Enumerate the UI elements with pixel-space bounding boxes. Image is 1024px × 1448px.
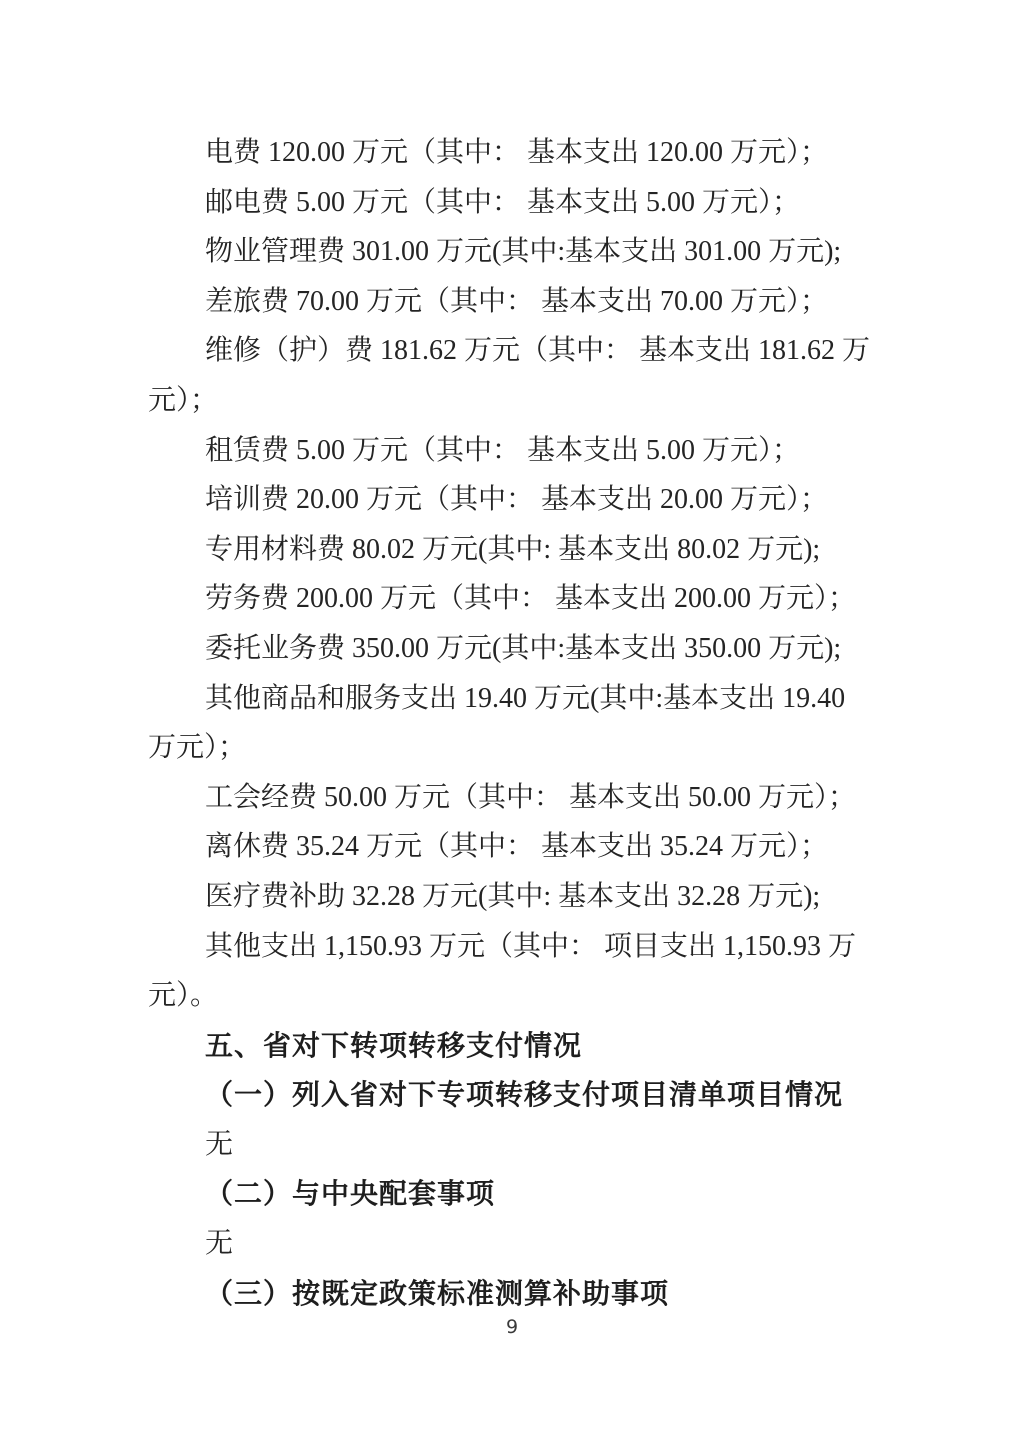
text-line: 培训费 20.00 万元（其中： 基本支出 20.00 万元）； [205,484,829,516]
text-line: 邮电费 5.00 万元（其中： 基本支出 5.00 万元）； [205,186,801,218]
text-line: 无 [205,1128,234,1160]
text-line: 医疗费补助 32.28 万元(其中: 基本支出 32.28 万元); [205,880,821,912]
text-block [148,128,892,1318]
page-number: 9 [505,1316,519,1338]
heading-line: （一）列入省对下专项转移支付项目清单项目情况 [205,1079,844,1111]
text-line: 工会经费 50.00 万元（其中： 基本支出 50.00 万元）； [205,781,857,813]
text-line: 委托业务费 350.00 万元(其中:基本支出 350.00 万元); [205,632,842,664]
text-line: 离休费 35.24 万元（其中： 基本支出 35.24 万元）； [205,831,829,863]
text-line: 元）。 [148,980,219,1012]
text-line: 差旅费 70.00 万元（其中： 基本支出 70.00 万元）； [205,285,829,317]
text-line: 物业管理费 301.00 万元(其中:基本支出 301.00 万元); [205,236,842,268]
heading-line: （三）按既定政策标准测算补助事项 [205,1277,670,1309]
heading-line: 五、省对下转项转移支付情况 [205,1029,583,1061]
text-line: 专用材料费 80.02 万元(其中: 基本支出 80.02 万元); [205,533,821,565]
text-line: 其他商品和服务支出 19.40 万元(其中:基本支出 19.40 [205,682,846,714]
text-line: 租赁费 5.00 万元（其中： 基本支出 5.00 万元）； [205,434,801,466]
text-line: 劳务费 200.00 万元（其中： 基本支出 200.00 万元）； [205,583,857,615]
text-line: 元）； [148,384,219,416]
page-footer [0,1316,1024,1338]
text-line: 无 [205,1228,234,1260]
text-line: 电费 120.00 万元（其中： 基本支出 120.00 万元）； [205,137,829,168]
text-line: 万元）； [148,732,247,764]
heading-line: （二）与中央配套事项 [205,1178,496,1210]
text-line: 其他支出 1,150.93 万元（其中： 项目支出 1,150.93 万 [205,930,857,962]
text-line: 维修（护）费 181.62 万元（其中： 基本支出 181.62 万 [205,335,871,367]
